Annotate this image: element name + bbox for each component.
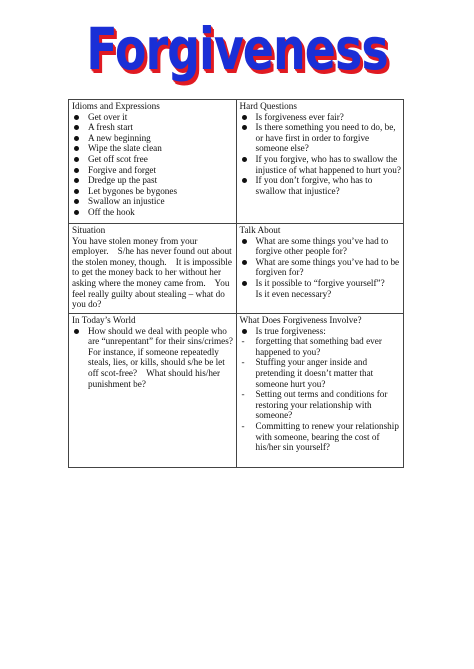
list-item: - Setting out terms and conditions for restoring your relationship with someone? xyxy=(240,389,402,421)
todays-world-list xyxy=(72,325,243,390)
talk-about-list xyxy=(240,236,402,289)
involve-heading: What Does Forgiveness Involve? xyxy=(239,315,362,325)
hard-questions-cell xyxy=(236,100,404,224)
list-item: Get off scot free xyxy=(72,154,234,165)
todays-world-heading: In Today’s World xyxy=(72,315,136,325)
situation-heading: Situation xyxy=(72,225,106,235)
list-item: If you forgive, who has to swallow the injustice of what happened to hurt you? xyxy=(240,154,402,175)
list-item: If you don’t forgive, who has to swallow that injustice? xyxy=(240,175,402,196)
list-item: Dredge up the past xyxy=(72,175,234,186)
list-item: Is true forgiveness: xyxy=(240,326,402,337)
list-item: Off the hook xyxy=(72,207,234,218)
idioms-list xyxy=(72,112,234,218)
list-item: Get over it xyxy=(72,112,234,123)
todays-world-cell xyxy=(69,314,243,468)
idioms-cell xyxy=(69,100,237,224)
list-item: Forgive and forget xyxy=(72,165,234,176)
list-item: - forgetting that something bad ever happened to you? xyxy=(240,336,402,357)
list-item: Is it possible to “forgive yourself”? xyxy=(240,278,402,289)
talk-about-heading: Talk About xyxy=(239,225,281,235)
hard-questions-list xyxy=(240,112,402,197)
list-item: - Stuffing your anger inside and pretending it doesn’t matter that someone hurt you? xyxy=(240,357,402,389)
page-title: Forgiveness xyxy=(86,15,388,83)
list-item: A new beginning xyxy=(72,133,234,144)
involve-list xyxy=(240,326,402,453)
list-item: Wipe the slate clean xyxy=(72,143,234,154)
idioms-heading: Idioms and Expressions xyxy=(72,101,160,111)
list-item: Swallow an injustice xyxy=(72,196,234,207)
list-item: How should we deal with people who are “unrepentant” for their sins/crimes? For instance, if someone repeatedly steals, lies, or kills, should s/he be let off scot-free? What should his/her punishment be? xyxy=(72,326,234,390)
situation-cell xyxy=(69,224,237,314)
hard-questions-heading: Hard Questions xyxy=(239,101,297,111)
list-item: A fresh start xyxy=(72,122,234,133)
involve-cell xyxy=(236,314,404,468)
list-item: Let bygones be bygones xyxy=(72,186,234,197)
situation-text: You have stolen money from your employer. S/he has never found out about the stolen money, though. It is impossible to get the money back to her without her asking where the money came from. You feel really guilty about stealing – what do you do? xyxy=(72,235,235,310)
list-item: What are some things you’ve had to be forgiven for? xyxy=(240,257,402,278)
list-item: Is forgiveness ever fair? xyxy=(240,112,402,123)
list-item: Is there something you need to do, be, or have first in order to forgive someone else? xyxy=(240,122,402,154)
talk-about-cell xyxy=(236,224,404,314)
talk-about-followup: Is it even necessary? xyxy=(255,288,332,299)
list-item: - Committing to renew your relationship with someone, bearing the cost of his/her sin yourself? xyxy=(240,421,402,453)
discussion-table xyxy=(68,99,404,468)
list-item: What are some things you’ve had to forgive other people for? xyxy=(240,236,402,257)
